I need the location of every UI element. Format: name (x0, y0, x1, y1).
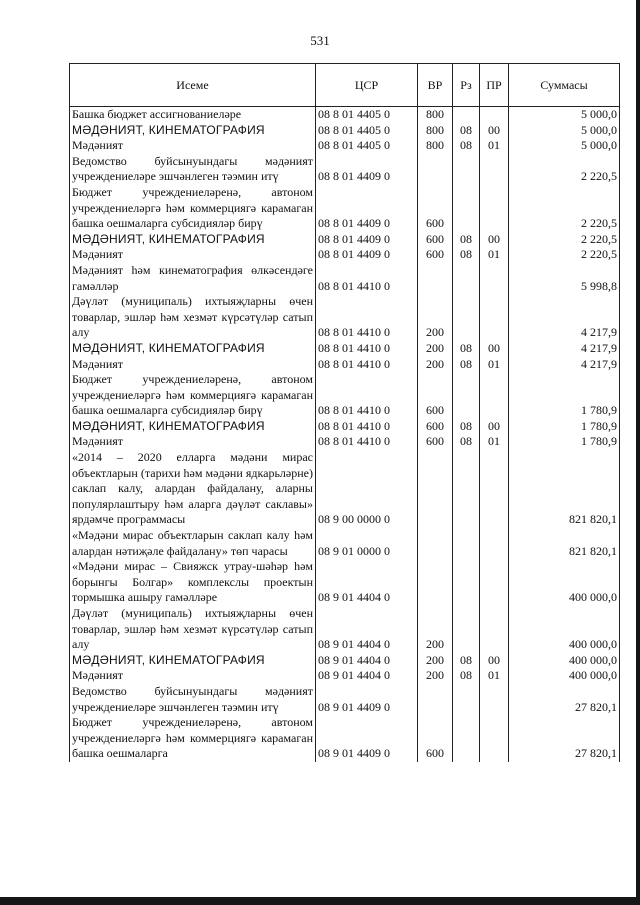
table-row (70, 294, 620, 341)
cell-vr: 600 (418, 434, 453, 450)
cell-rz: 08 (453, 668, 480, 684)
cell-sum: 4 217,9 (509, 294, 620, 341)
table-body (70, 107, 620, 762)
cell-rz: 08 (453, 123, 480, 139)
cell-sum: 4 217,9 (509, 341, 620, 357)
cell-pr (480, 185, 509, 232)
cell-vr: 800 (418, 107, 453, 123)
table-row (70, 450, 620, 528)
cell-sum: 2 220,5 (509, 185, 620, 232)
cell-rz (453, 107, 480, 123)
cell-csr: 08 8 01 4409 0 (316, 247, 418, 263)
table-row (70, 341, 620, 357)
cell-vr: 600 (418, 372, 453, 419)
table-row (70, 263, 620, 294)
cell-pr (480, 684, 509, 715)
cell-vr: 800 (418, 138, 453, 154)
cell-sum: 821 820,1 (509, 450, 620, 528)
cell-csr: 08 8 01 4409 0 (316, 185, 418, 232)
cell-name: Ведомство буйсынуындагы мәдәният учреждениеләре эшчәнлеген тәэмин итү (70, 684, 316, 715)
cell-vr (418, 559, 453, 606)
header-csr: ЦСР (316, 64, 418, 107)
cell-name: Башка бюджет ассигнованиеләре (70, 107, 316, 123)
cell-vr: 800 (418, 123, 453, 139)
cell-csr: 08 8 01 4410 0 (316, 294, 418, 341)
scan-edge-bottom (0, 897, 640, 905)
cell-sum: 400 000,0 (509, 653, 620, 669)
cell-rz: 08 (453, 138, 480, 154)
cell-pr (480, 294, 509, 341)
table-row (70, 123, 620, 139)
cell-name: Бюджет учреждениеләренә, автоном учреждениеләргә һәм коммерциягә карамаган башка оешмаларга субсидияләр бирү (70, 372, 316, 419)
cell-csr: 08 9 01 4404 0 (316, 668, 418, 684)
cell-csr: 08 9 01 4404 0 (316, 559, 418, 606)
cell-csr: 08 8 01 4410 0 (316, 372, 418, 419)
cell-pr: 00 (480, 341, 509, 357)
cell-rz: 08 (453, 653, 480, 669)
cell-rz: 08 (453, 419, 480, 435)
cell-pr: 01 (480, 357, 509, 373)
cell-rz: 08 (453, 341, 480, 357)
cell-name: Мәдәният (70, 668, 316, 684)
cell-name: «Мәдәни мирас – Свияжск утрау-шәһәр һәм борынгы Болгар» комплекслы проектын тормышка ашыру гамәлләре (70, 559, 316, 606)
cell-csr: 08 9 01 4409 0 (316, 684, 418, 715)
cell-rz (453, 450, 480, 528)
cell-vr: 200 (418, 357, 453, 373)
cell-sum: 1 780,9 (509, 372, 620, 419)
cell-name: Мәдәният (70, 247, 316, 263)
cell-sum: 27 820,1 (509, 715, 620, 762)
cell-rz (453, 263, 480, 294)
cell-name: Мәдәният (70, 138, 316, 154)
cell-rz (453, 154, 480, 185)
cell-pr (480, 107, 509, 123)
cell-sum: 2 220,5 (509, 247, 620, 263)
cell-pr: 01 (480, 434, 509, 450)
cell-vr (418, 154, 453, 185)
cell-vr: 600 (418, 247, 453, 263)
table-row (70, 154, 620, 185)
cell-rz (453, 606, 480, 653)
table-row (70, 528, 620, 559)
cell-csr: 08 8 01 4410 0 (316, 341, 418, 357)
scan-edge-right (636, 0, 640, 905)
cell-rz (453, 559, 480, 606)
cell-rz (453, 715, 480, 762)
table-header (70, 64, 620, 107)
cell-csr: 08 8 01 4409 0 (316, 154, 418, 185)
cell-name: Мәдәният һәм кинематография өлкәсендәге гамәлләр (70, 263, 316, 294)
cell-sum: 5 000,0 (509, 138, 620, 154)
cell-csr: 08 9 01 4409 0 (316, 715, 418, 762)
cell-pr: 00 (480, 123, 509, 139)
cell-rz: 08 (453, 357, 480, 373)
cell-pr (480, 715, 509, 762)
cell-pr (480, 372, 509, 419)
cell-sum: 1 780,9 (509, 434, 620, 450)
cell-pr (480, 450, 509, 528)
cell-sum: 5 000,0 (509, 123, 620, 139)
table-row (70, 606, 620, 653)
cell-csr: 08 9 01 4404 0 (316, 653, 418, 669)
cell-csr: 08 8 01 4409 0 (316, 232, 418, 248)
page-number: 531 (310, 33, 330, 48)
cell-csr: 08 9 01 0000 0 (316, 528, 418, 559)
cell-name: «Мәдәни мирас объектларын саклап калу һәм алардан нәтиҗәле файдалану» төп чарасы (70, 528, 316, 559)
cell-csr: 08 8 01 4405 0 (316, 123, 418, 139)
cell-vr: 200 (418, 668, 453, 684)
header-rz: Рз (453, 64, 480, 107)
cell-sum: 821 820,1 (509, 528, 620, 559)
cell-rz: 08 (453, 232, 480, 248)
cell-pr: 00 (480, 419, 509, 435)
cell-vr: 200 (418, 294, 453, 341)
table-row (70, 107, 620, 123)
cell-name: Бюджет учреждениеләренә, автоном учреждениеләргә һәм коммерциягә карамаган башка оешмаларга субсидияләр бирү (70, 185, 316, 232)
table-row (70, 653, 620, 669)
cell-sum: 5 000,0 (509, 107, 620, 123)
table-row (70, 247, 620, 263)
cell-pr: 00 (480, 653, 509, 669)
cell-csr: 08 8 01 4410 0 (316, 434, 418, 450)
table-row (70, 357, 620, 373)
cell-rz (453, 185, 480, 232)
cell-csr: 08 9 00 0000 0 (316, 450, 418, 528)
cell-pr (480, 606, 509, 653)
cell-name: МӘДӘНИЯТ, КИНЕМАТОГРАФИЯ (70, 419, 316, 435)
cell-name: «2014 – 2020 елларга мәдәни мирас объектларын (тарихи һәм мәдәни ядкарьләрне) саклап калу, алардан файдалану, аларны популярлаштыру һәм аларга дәүләт саклавы» ярдәмче программасы (70, 450, 316, 528)
table-row (70, 232, 620, 248)
header-sum: Суммасы (509, 64, 620, 107)
cell-sum: 2 220,5 (509, 154, 620, 185)
cell-pr (480, 528, 509, 559)
cell-rz: 08 (453, 247, 480, 263)
table-row (70, 715, 620, 762)
cell-rz (453, 372, 480, 419)
cell-vr: 600 (418, 419, 453, 435)
cell-sum: 2 220,5 (509, 232, 620, 248)
cell-sum: 400 000,0 (509, 606, 620, 653)
cell-name: МӘДӘНИЯТ, КИНЕМАТОГРАФИЯ (70, 123, 316, 139)
cell-sum: 400 000,0 (509, 559, 620, 606)
header-name: Исеме (70, 64, 316, 107)
cell-vr: 200 (418, 341, 453, 357)
cell-sum: 1 780,9 (509, 419, 620, 435)
budget-table (69, 63, 620, 762)
cell-vr: 200 (418, 606, 453, 653)
cell-rz: 08 (453, 434, 480, 450)
cell-pr: 01 (480, 247, 509, 263)
cell-rz (453, 528, 480, 559)
table-row (70, 684, 620, 715)
cell-csr: 08 8 01 4410 0 (316, 419, 418, 435)
table-row (70, 559, 620, 606)
header-vr: ВР (418, 64, 453, 107)
cell-vr (418, 684, 453, 715)
cell-sum: 27 820,1 (509, 684, 620, 715)
cell-csr: 08 9 01 4404 0 (316, 606, 418, 653)
cell-name: Мәдәният (70, 434, 316, 450)
cell-csr: 08 8 01 4405 0 (316, 107, 418, 123)
cell-name: Бюджет учреждениеләренә, автоном учреждениеләргә һәм коммерциягә карамаган башка оешмаларга (70, 715, 316, 762)
cell-rz (453, 684, 480, 715)
cell-pr: 01 (480, 138, 509, 154)
cell-name: МӘДӘНИЯТ, КИНЕМАТОГРАФИЯ (70, 341, 316, 357)
cell-sum: 5 998,8 (509, 263, 620, 294)
cell-name: МӘДӘНИЯТ, КИНЕМАТОГРАФИЯ (70, 232, 316, 248)
cell-csr: 08 8 01 4405 0 (316, 138, 418, 154)
table-row (70, 434, 620, 450)
cell-name: Мәдәният (70, 357, 316, 373)
cell-vr (418, 528, 453, 559)
cell-vr: 600 (418, 185, 453, 232)
cell-pr (480, 263, 509, 294)
cell-pr (480, 154, 509, 185)
table-row (70, 138, 620, 154)
header-pr: ПР (480, 64, 509, 107)
cell-vr: 600 (418, 715, 453, 762)
cell-name: Ведомство буйсынуындагы мәдәният учреждениеләре эшчәнлеген тәэмин итү (70, 154, 316, 185)
cell-name: Дәүләт (муниципаль) ихтыяҗларны өчен товарлар, эшләр һәм хезмәт күрсәтүләр сатып алу (70, 606, 316, 653)
cell-csr: 08 8 01 4410 0 (316, 263, 418, 294)
cell-rz (453, 294, 480, 341)
cell-name: МӘДӘНИЯТ, КИНЕМАТОГРАФИЯ (70, 653, 316, 669)
cell-csr: 08 8 01 4410 0 (316, 357, 418, 373)
cell-vr (418, 450, 453, 528)
cell-sum: 4 217,9 (509, 357, 620, 373)
table-row (70, 185, 620, 232)
cell-name: Дәүләт (муниципаль) ихтыяҗларны өчен товарлар, эшләр һәм хезмәт күрсәтүләр сатып алу (70, 294, 316, 341)
table-row (70, 668, 620, 684)
cell-vr (418, 263, 453, 294)
table-row (70, 419, 620, 435)
cell-sum: 400 000,0 (509, 668, 620, 684)
cell-pr (480, 559, 509, 606)
cell-pr: 01 (480, 668, 509, 684)
cell-pr: 00 (480, 232, 509, 248)
table-row (70, 372, 620, 419)
cell-vr: 200 (418, 653, 453, 669)
cell-vr: 600 (418, 232, 453, 248)
